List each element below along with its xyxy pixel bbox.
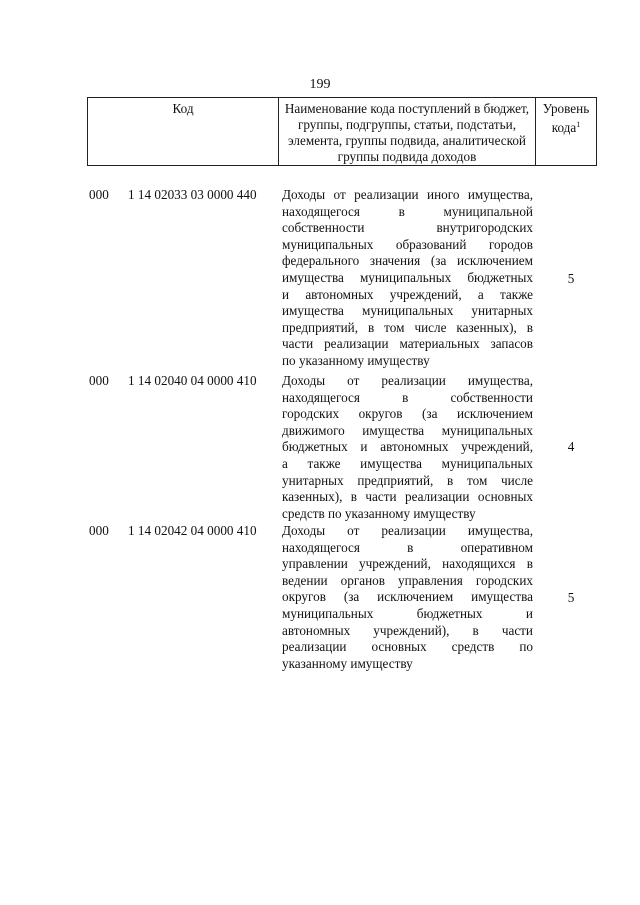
entry-prefix: 000 <box>89 523 109 538</box>
footnote-mark: 1 <box>576 120 581 129</box>
desc-line: муниципальных бюджетных и <box>282 605 533 621</box>
header-level-cell <box>536 98 597 166</box>
entry-code: 1 14 02033 03 0000 440 <box>128 187 257 202</box>
desc-line: Доходы от реализации имущества, <box>282 523 533 538</box>
header-table <box>87 97 597 166</box>
entry-code: 1 14 02040 04 0000 410 <box>128 373 257 388</box>
desc-line: движимого имущества муниципальных <box>282 422 533 438</box>
desc-line: муниципальных образований городов <box>282 236 533 252</box>
header-row <box>88 98 597 166</box>
entry-description <box>282 523 533 672</box>
desc-line: реализации основных средств по <box>282 639 533 655</box>
header-name: Наименование кода поступлений в бюджет, группы, подгруппы, статьи, подстатьи, элемента, группы подвида, аналитической группы подвида доходов <box>279 98 536 166</box>
entry-level: 4 <box>567 439 575 454</box>
desc-line: имущества муниципальных бюджетных <box>282 269 533 285</box>
header-level: Уровень кода <box>542 101 590 135</box>
desc-line: унитарных предприятий, в том числе <box>282 472 533 488</box>
desc-line: Доходы от реализации имущества, <box>282 373 533 388</box>
desc-line: находящегося в муниципальной <box>282 203 533 219</box>
desc-line: указанному имуществу <box>282 655 413 671</box>
header-code: Код <box>172 101 194 116</box>
header-code-cell <box>88 98 279 166</box>
desc-line: части реализации материальных запасов <box>282 336 533 352</box>
desc-line: городских округов (за исключением <box>282 406 533 422</box>
entry-prefix: 000 <box>89 373 109 388</box>
desc-line: находящегося в оперативном <box>282 539 533 555</box>
desc-line: управлении учреждений, находящихся в <box>282 556 533 572</box>
desc-line: автономных учреждений), в части <box>282 622 533 638</box>
desc-line: бюджетных и автономных учреждений, <box>282 439 533 455</box>
entry-description <box>282 187 533 370</box>
desc-line: а также имущества муниципальных <box>282 455 533 471</box>
entry-level: 5 <box>567 271 575 286</box>
desc-line: имущества муниципальных унитарных <box>282 303 533 319</box>
desc-line: собственности внутригородских <box>282 220 533 236</box>
entry-code: 1 14 02042 04 0000 410 <box>128 523 257 538</box>
entry-description <box>282 373 533 522</box>
entry-prefix: 000 <box>89 187 109 202</box>
desc-line: Доходы от реализации иного имущества, <box>282 187 533 202</box>
desc-line: по указанному имуществу <box>282 352 430 368</box>
desc-line: округов (за исключением имущества <box>282 589 533 605</box>
desc-line: казенных), в части реализации основных <box>282 489 533 505</box>
entry-level: 5 <box>567 590 575 605</box>
desc-line: федерального значения (за исключением <box>282 253 533 269</box>
desc-line: ведении органов управления городских <box>282 572 533 588</box>
desc-line: находящегося в собственности <box>282 389 533 405</box>
page-number: 199 <box>309 77 331 92</box>
desc-line: предприятий, в том числе казенных), в <box>282 319 533 335</box>
desc-line: и автономных учреждений, а также <box>282 286 533 302</box>
desc-line: средств по указанному имуществу <box>282 505 476 521</box>
